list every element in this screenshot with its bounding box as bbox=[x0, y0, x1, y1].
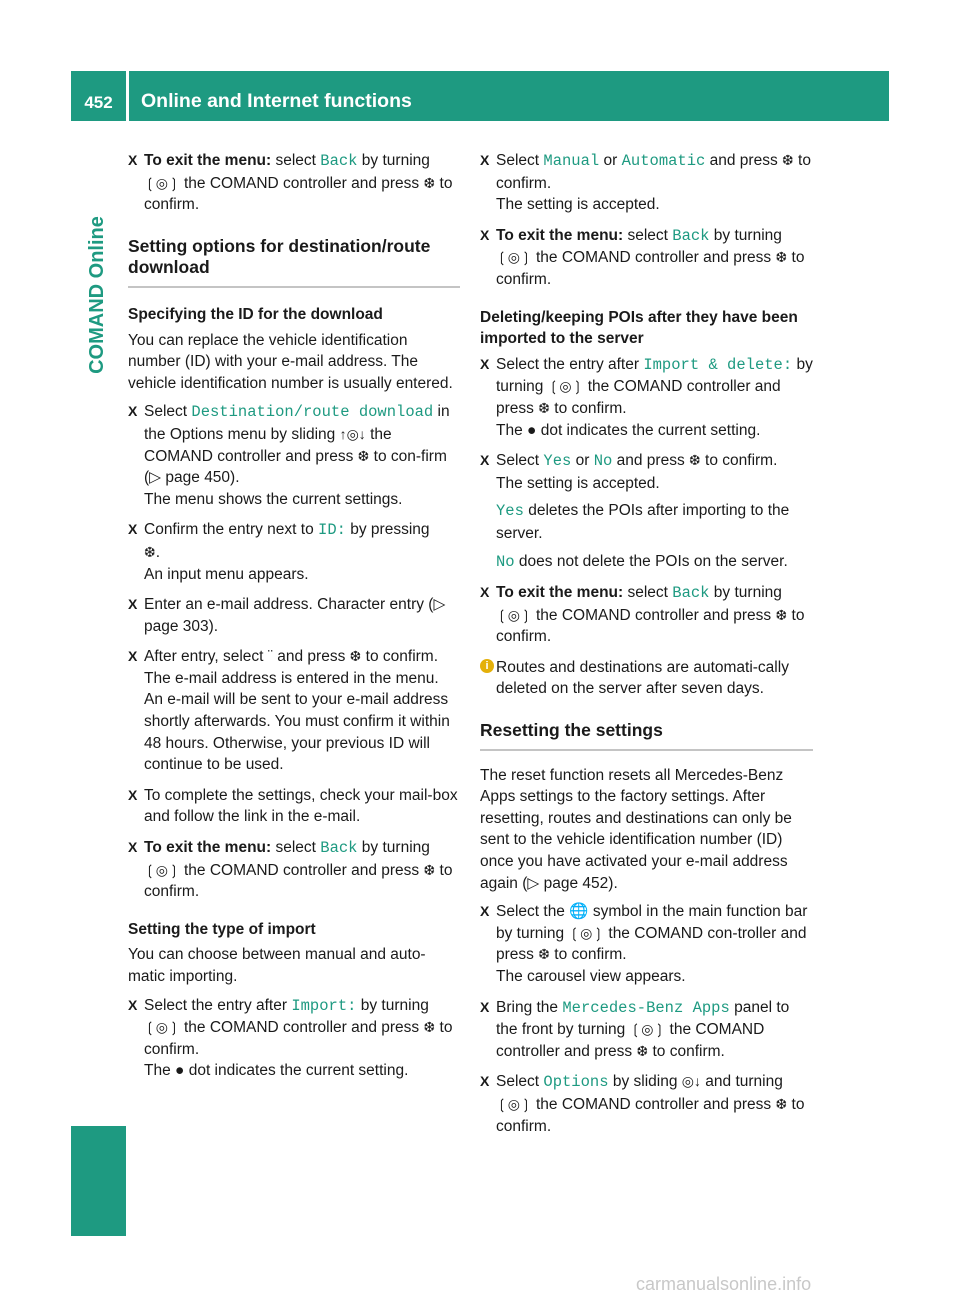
turn-controller-icon: ❲◎❳ bbox=[496, 1095, 532, 1112]
subheading-type-of-import: Setting the type of import bbox=[128, 920, 316, 938]
press-controller-icon: ❆ bbox=[538, 399, 550, 416]
back-option: Back bbox=[672, 226, 710, 245]
subheading-deleting-pois: Deleting/keeping POIs after they have been imported to the server bbox=[480, 308, 798, 348]
slide-controller-icon: ↑◎↓ bbox=[339, 425, 366, 442]
step-select-manual-automatic: X Select Manual or Automatic and press ❆ to confirm. The setting is accepted. bbox=[480, 152, 811, 214]
step-confirm-id: X Confirm the entry next to ID: by pressing ❆. An input menu appears. bbox=[128, 521, 430, 583]
step-arrow-icon: X bbox=[480, 226, 490, 243]
yes-option: Yes bbox=[543, 452, 572, 471]
turn-controller-icon: ❲◎❳ bbox=[144, 174, 180, 191]
heading-destination-download: Setting options for destination/route download bbox=[128, 236, 460, 288]
heading-resetting-settings: Resetting the settings bbox=[480, 720, 813, 751]
paragraph-import-intro: You can choose between manual and auto-matic importing. bbox=[128, 946, 426, 985]
bullet-dot-icon: ● bbox=[527, 421, 537, 439]
globe-icon: 🌐 bbox=[569, 903, 589, 921]
watermark: carmanualsonline.info bbox=[636, 1274, 812, 1294]
back-option: Back bbox=[320, 152, 358, 170]
step-arrow-icon: X bbox=[128, 521, 138, 538]
header-bar bbox=[71, 71, 889, 121]
press-controller-icon: ❆ bbox=[775, 249, 788, 266]
step-exit-menu-1: X To exit the menu: select Back by turning ❲◎❳ the COMAND controller and press ❆ to confirm. bbox=[128, 152, 453, 214]
step-arrow-icon: X bbox=[128, 839, 138, 856]
step-select-options: X Select Options by sliding ◎↓ and turning ❲◎❳ the COMAND controller and press ❆ to confirm. bbox=[480, 1073, 805, 1135]
step-arrow-icon: X bbox=[480, 998, 490, 1015]
paragraph-id-intro: You can replace the vehicle identification number (ID) with your e-mail address. The vehicle identification number is usually entered. bbox=[128, 331, 453, 392]
step-select-import-delete: X Select the entry after Import & delete: by turning ❲◎❳ the COMAND controller and press ❆ to confirm. The ● dot indicates the current setting. bbox=[480, 355, 813, 439]
bullet-dot-icon: ● bbox=[175, 1062, 185, 1080]
turn-controller-icon: ❲◎❳ bbox=[629, 1021, 666, 1038]
turn-controller-icon: ❲◎❳ bbox=[547, 378, 584, 395]
header-divider bbox=[126, 71, 129, 121]
info-icon: i bbox=[480, 659, 494, 673]
no-option-label: No bbox=[496, 552, 515, 571]
info-note: i Routes and destinations are automati-cally deleted on the server after seven days. bbox=[480, 657, 813, 700]
step-check-mailbox: X To complete the settings, check your mail-box and follow the link in the e-mail. bbox=[128, 786, 458, 826]
step-arrow-icon: X bbox=[128, 403, 138, 420]
turn-controller-icon: ❲◎❳ bbox=[144, 861, 180, 878]
no-option: No bbox=[593, 452, 613, 471]
side-tab-title: COMAND Online bbox=[86, 216, 109, 374]
back-option: Back bbox=[320, 839, 358, 858]
press-controller-icon: ❆ bbox=[775, 1095, 788, 1112]
back-option: Back bbox=[672, 584, 710, 603]
step-select-globe: X Select the 🌐 symbol in the main function bar by turning ❲◎❳ the COMAND con-troller and press ❆ to confirm. The carousel view appears. bbox=[480, 903, 808, 985]
step-arrow-icon: X bbox=[128, 786, 138, 803]
step-arrow-icon: X bbox=[480, 452, 490, 469]
press-controller-icon: ❆ bbox=[357, 447, 370, 464]
slide-controller-icon: ◎↓ bbox=[681, 1073, 701, 1090]
yes-option-label: Yes bbox=[496, 502, 524, 521]
press-controller-icon: ❆ bbox=[423, 174, 436, 191]
import-option: Import: bbox=[291, 996, 357, 1015]
press-controller-icon: ❆ bbox=[775, 606, 788, 623]
reference-arrow-icon: ▷ bbox=[433, 596, 446, 614]
press-controller-icon: ❆ bbox=[349, 648, 362, 665]
step-select-destination: X Select Destination/route download in the Options menu by sliding ↑◎↓ the COMAND controller and press ❆ to con-firm (▷ page 450). The menu shows the current settings. bbox=[128, 403, 450, 508]
automatic-option: Automatic bbox=[621, 152, 706, 170]
subheading-specifying-id: Specifying the ID for the download bbox=[128, 305, 383, 323]
import-delete-option: Import & delete: bbox=[643, 355, 793, 374]
step-bring-panel: X Bring the Mercedes-Benz Apps panel to the front by turning ❲◎❳ the COMAND controller and press ❆ to confirm. bbox=[480, 998, 790, 1060]
step-arrow-icon: X bbox=[480, 584, 490, 601]
step-arrow-icon: X bbox=[128, 152, 138, 168]
options-option: Options bbox=[543, 1073, 609, 1092]
press-controller-icon: ❆ bbox=[782, 152, 794, 168]
step-after-entry: X After entry, select ¨ and press ❆ to confirm. The e-mail address is entered in the menu. An e-mail will be sent to your e-mail address shortly afterwards. You must confirm it within 48 hours. Otherwise, your previous ID will continue to be used. bbox=[128, 648, 450, 774]
step-arrow-icon: X bbox=[128, 596, 138, 613]
step-arrow-icon: X bbox=[480, 152, 490, 168]
page-number: 452 bbox=[84, 93, 113, 112]
step-select-import: X Select the entry after Import: by turning ❲◎❳ the COMAND controller and press ❆ to confirm. The ● dot indicates the current setting. bbox=[128, 996, 453, 1080]
step-arrow-icon: X bbox=[480, 903, 490, 920]
press-controller-icon: ❆ bbox=[423, 1019, 436, 1036]
step-arrow-icon: X bbox=[480, 355, 490, 372]
turn-controller-icon: ❲◎❳ bbox=[496, 249, 532, 266]
step-arrow-icon: X bbox=[128, 996, 138, 1013]
step-enter-email: X Enter an e-mail address. Character entry (▷ page 303). bbox=[128, 596, 446, 635]
turn-controller-icon: ❲◎❳ bbox=[144, 1019, 180, 1036]
ok-key-icon: ¨ bbox=[267, 648, 273, 666]
id-option: ID: bbox=[318, 521, 346, 540]
reference-arrow-icon: ▷ bbox=[149, 469, 162, 487]
press-controller-icon: ❆ bbox=[144, 543, 156, 560]
section-title: Online and Internet functions bbox=[141, 90, 412, 112]
press-controller-icon: ❆ bbox=[636, 1042, 649, 1059]
paragraph-reset-intro: The reset function resets all Mercedes-Benz Apps settings to the factory settings. After resetting, routes and destinations can only be sent to the vehicle identification number (ID) once you have activated your e-mail address again (▷ page 452). bbox=[480, 766, 792, 892]
turn-controller-icon: ❲◎❳ bbox=[568, 924, 605, 941]
reference-arrow-icon: ▷ bbox=[527, 874, 540, 892]
step-arrow-icon: X bbox=[128, 648, 138, 665]
step-arrow-icon: X bbox=[480, 1073, 490, 1090]
step-select-yes-no: X Select Yes or No and press ❆ to confirm. The setting is accepted. Yes deletes the POIs after importing to the server. No does not delete the POIs on the server. bbox=[480, 452, 790, 571]
step-exit-menu-4: X To exit the menu: select Back by turning ❲◎❳ the COMAND controller and press ❆ to confirm. bbox=[480, 584, 805, 646]
press-controller-icon: ❆ bbox=[689, 452, 701, 469]
step-exit-menu-2: X To exit the menu: select Back by turning ❲◎❳ the COMAND controller and press ❆ to confirm. bbox=[128, 839, 453, 901]
destination-route-download-option: Destination/route download bbox=[191, 403, 434, 422]
turn-controller-icon: ❲◎❳ bbox=[496, 606, 532, 623]
mercedes-benz-apps-option: Mercedes-Benz Apps bbox=[562, 998, 730, 1017]
step-exit-menu-3: X To exit the menu: select Back by turning ❲◎❳ the COMAND controller and press ❆ to confirm. bbox=[480, 226, 805, 288]
press-controller-icon: ❆ bbox=[538, 946, 550, 963]
press-controller-icon: ❆ bbox=[423, 861, 436, 878]
right-column bbox=[480, 150, 813, 1146]
left-column bbox=[128, 150, 460, 1091]
manual-option: Manual bbox=[543, 152, 600, 170]
side-tab-block bbox=[71, 1126, 126, 1236]
